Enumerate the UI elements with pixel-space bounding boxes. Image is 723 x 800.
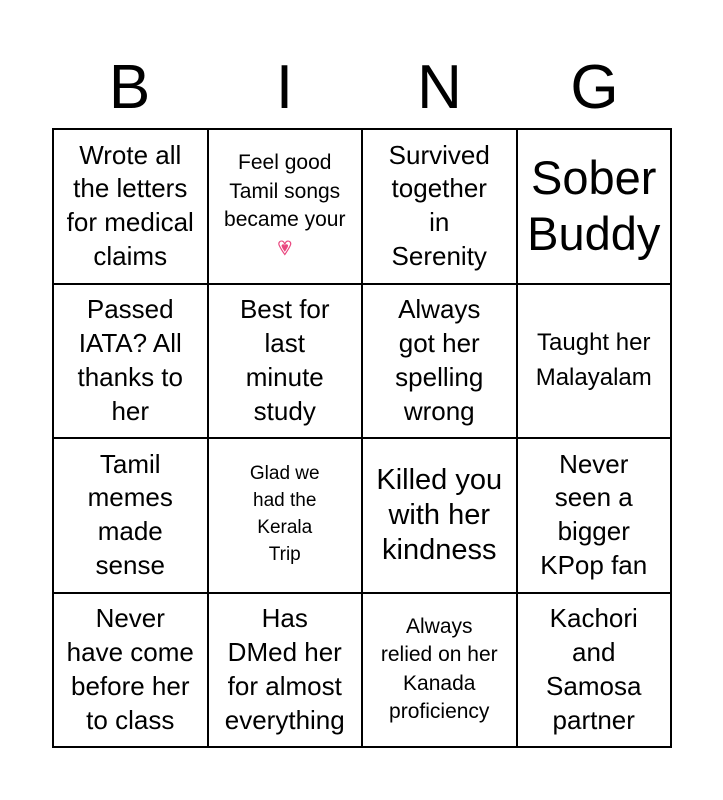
bingo-board: [52, 128, 672, 748]
cell-text: Always relied on her Kanada proficiency: [380, 614, 498, 724]
cell-text: Kachori and Samosa partner: [546, 603, 642, 735]
cell-text: Sober Buddy: [527, 150, 661, 261]
bingo-cell[interactable]: [518, 130, 673, 285]
bingo-cell[interactable]: [518, 285, 673, 440]
cell-text: Always got her spelling wrong: [395, 294, 484, 426]
bingo-cell[interactable]: [54, 439, 209, 594]
bingo-cell[interactable]: [54, 285, 209, 440]
bingo-cell[interactable]: [209, 285, 364, 440]
bingo-cell[interactable]: [209, 439, 364, 594]
bingo-cell[interactable]: [363, 285, 518, 440]
bingo-cell[interactable]: [518, 439, 673, 594]
bingo-cell[interactable]: [363, 439, 518, 594]
cell-text: Glad we had the Kerala Trip: [249, 463, 320, 566]
cell-text: Killed you with her kindness: [376, 464, 503, 566]
header-letter-b: B: [108, 53, 151, 122]
bingo-cell[interactable]: [54, 130, 209, 285]
cell-text: Taught her Malayalam: [535, 328, 652, 391]
cell-text: Tamil memes made sense: [87, 448, 173, 581]
bingo-cell[interactable]: [518, 594, 673, 749]
cell-text: Survived together in Serenity: [388, 139, 490, 272]
bingo-cell[interactable]: [209, 130, 364, 285]
bingo-cell[interactable]: [209, 594, 364, 749]
bingo-cell[interactable]: [54, 594, 209, 749]
cell-text: Feel good Tamil songs became your: [224, 151, 346, 232]
cell-text: Wrote all the letters for medical claims: [66, 139, 194, 272]
bingo-header: [52, 52, 672, 124]
cell-text: Never have come before her to class: [66, 603, 194, 735]
bingo-cell[interactable]: [363, 130, 518, 285]
heart-icon: 💗︎: [277, 236, 293, 260]
cell-text: Best for last minute study: [239, 294, 330, 426]
cell-text: Passed IATA? All thanks to her: [77, 294, 183, 426]
cell-text: Never seen a bigger KPop fan: [540, 448, 648, 581]
header-letter-n: N: [417, 53, 462, 122]
bingo-cell[interactable]: [363, 594, 518, 749]
header-letter-g: G: [570, 53, 619, 122]
header-letter-i: I: [275, 53, 294, 122]
cell-text: Has DMed her for almost everything: [224, 603, 345, 735]
